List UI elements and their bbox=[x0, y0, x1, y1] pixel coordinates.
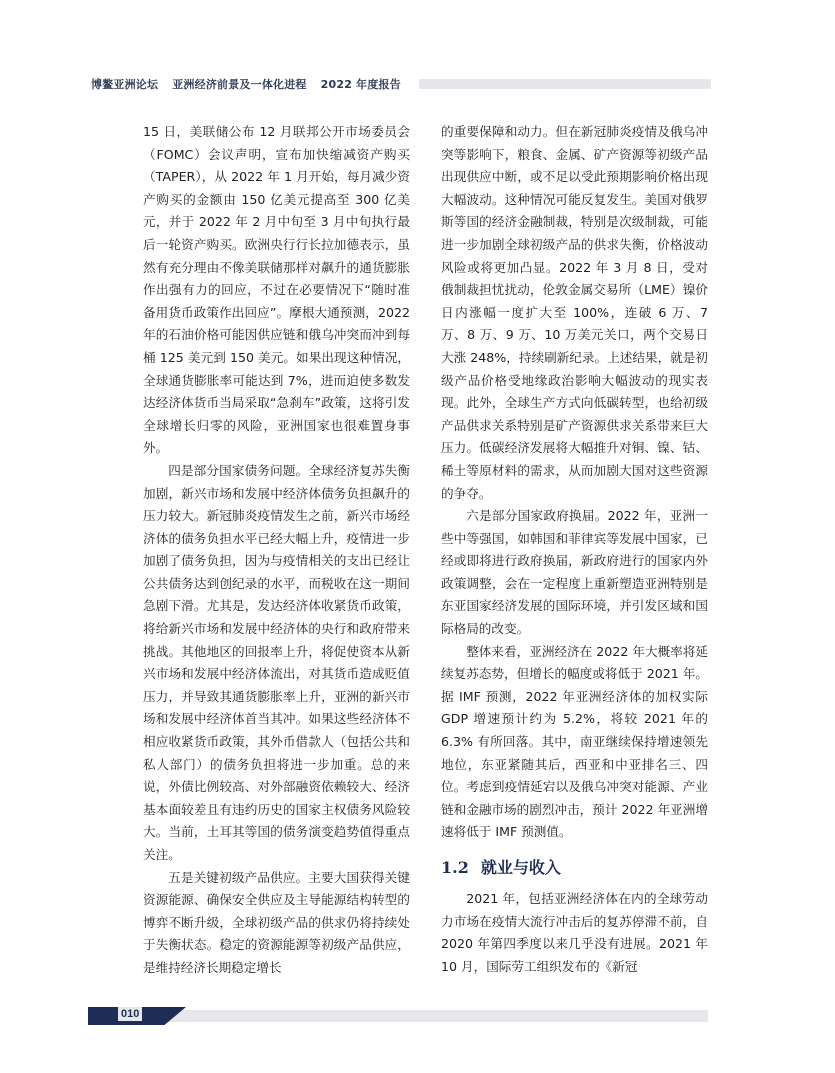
paragraph: 六是部分国家政府换届。2022 年，亚洲一些中等强国，如韩国和菲律宾等发展中国家，已经或即将进行政府换届，新政府进行的国家内外政策调整，会在一定程度上重新塑造亚洲特别是东亚国家经济发展的国际环境，并引发区域和国际格局的改变。 bbox=[441, 508, 708, 637]
paragraph: 15 日，美联储公布 12 月联邦公开市场委员会（FOMC）会议声明，宣布加快缩减资产购买（TAPER），从 2022 年 1 月开始，每月减少资产购买的金额由 150 亿美元提高至 300 亿美元，并于 2022 年 2 月中旬至 3 月中旬执行最后一轮资产购买。欧洲央行行长拉加德表示，虽然有充分理由不像美联储那样对飙升的通货膨胀作出强有力的回应，不过在必要情况下“随时准备用货币政策作出回应”。摩根大通预测，2022 年的石油价格可能因供应链和俄乌冲突而冲到每桶 125 美元到 150 美元。如果出现这种情况，全球通货膨胀率可能达到 7%，进而迫使多数发达经济体货币当局采取“急刹车”政策，这将引发全球增长归零的风险，亚洲国家也很难置身事外。 bbox=[143, 124, 410, 456]
section-heading bbox=[441, 856, 708, 880]
paragraph: 四是部分国家债务问题。全球经济复苏失衡加剧，新兴市场和发展中经济体债务负担飙升的压力较大。新冠肺炎疫情发生之前，新兴市场经济体的债务负担水平已经大幅上升，疫情进一步加剧了债务负担，因为与疫情相关的支出已经让公共债务达到创纪录的水平，而税收在这一期间急剧下滑。尤其是，发达经济体收紧货币政策，将给新兴市场和发展中经济体的央行和政府带来挑战。其他地区的回报率上升，将促使资本从新兴市场和发展中经济体流出，对其货币造成贬值压力，并导致其通货膨胀率上升，亚洲的新兴市场和发展中经济体首当其冲。如果这些经济体不相应收紧货币政策，其外币借款人（包括公共和私人部门）的债务负担将进一步加重。总的来说，外债比例较高、对外部融资依赖较大、经济基本面较差且有违约历史的国家主权债务风险较大。当前，土耳其等国的债务演变趋势值得重点关注。 bbox=[143, 462, 410, 862]
paragraph: 2021 年，包括亚洲经济体在内的全球劳动力市场在疫情大流行冲击后的复苏停滞不前，自 2020 年第四季度以来几乎没有进展。2021 年 10 月，国际劳工组织发布的《新冠 bbox=[441, 891, 708, 974]
page-footer bbox=[88, 1007, 708, 1025]
section-number: 1.2 bbox=[441, 857, 469, 877]
paragraph: 五是关键初级产品供应。主要大国获得关键资源能源、确保安全供应及主导能源结构转型的博弈不断升级，全球初级产品的供求仍将持续处于失衡状态。稳定的资源能源等初级产品供应，是维持经济长期稳定增长 bbox=[143, 869, 410, 975]
page-header bbox=[91, 74, 711, 94]
header-bar bbox=[419, 79, 711, 89]
right-column bbox=[441, 121, 708, 978]
paragraph: 的重要保障和动力。但在新冠肺炎疫情及俄乌冲突等影响下，粮食、金属、矿产资源等初级产品出现供应中断，或不足以受此预期影响价格出现大幅波动。这种情况可能反复发生。美国对俄罗斯等国的经济金融制裁，特别是次级制裁，可能进一步加剧全球初级产品的供求失衡，价格波动风险或将更加凸显。2022 年 3 月 8 日，受对俄制裁担忧扰动，伦敦金属交易所（LME）镍价日内涨幅一度扩大至 100%，连破 6 万、7 万、8 万、9 万、10 万美元关口，两个交易日大涨 248%，持续刷新纪录。上述结果，就是初级产品价格受地缘政治影响大幅波动的现实表现。此外，全球生产方式向低碳转型，也给初级产品供求关系特别是矿产资源供求关系带来巨大压力。低碳经济发展将大幅推升对铜、镍、钴、稀土等原材料的需求，从而加剧大国对这些资源的争夺。 bbox=[441, 124, 708, 501]
footer-bar bbox=[88, 1010, 708, 1022]
header-book: 博鳌亚洲论坛 bbox=[91, 78, 159, 91]
header-subtitle: 2022 年度报告 bbox=[320, 78, 401, 91]
left-column bbox=[143, 121, 410, 980]
page-number: 010 bbox=[118, 1007, 142, 1021]
paragraph: 整体来看，亚洲经济在 2022 年大概率将延续复苏态势，但增长的幅度或将低于 2021 年。据 IMF 预测，2022 年亚洲经济体的加权实际 GDP 增速预计约为 5.2%，将较 2021 年的 6.3% 有所回落。其中，南亚继续保持增速领先地位，东亚紧随其后，西亚和中亚排名三、四位。考虑到疫情延宕以及俄乌冲突对能源、产业链和金融市场的剧烈冲击，预计 2022 年亚洲增速将低于 IMF 预测值。 bbox=[441, 643, 708, 840]
running-header bbox=[91, 76, 411, 92]
section-title: 就业与收入 bbox=[480, 857, 561, 877]
header-title: 亚洲经济前景及一体化进程 bbox=[172, 78, 307, 91]
